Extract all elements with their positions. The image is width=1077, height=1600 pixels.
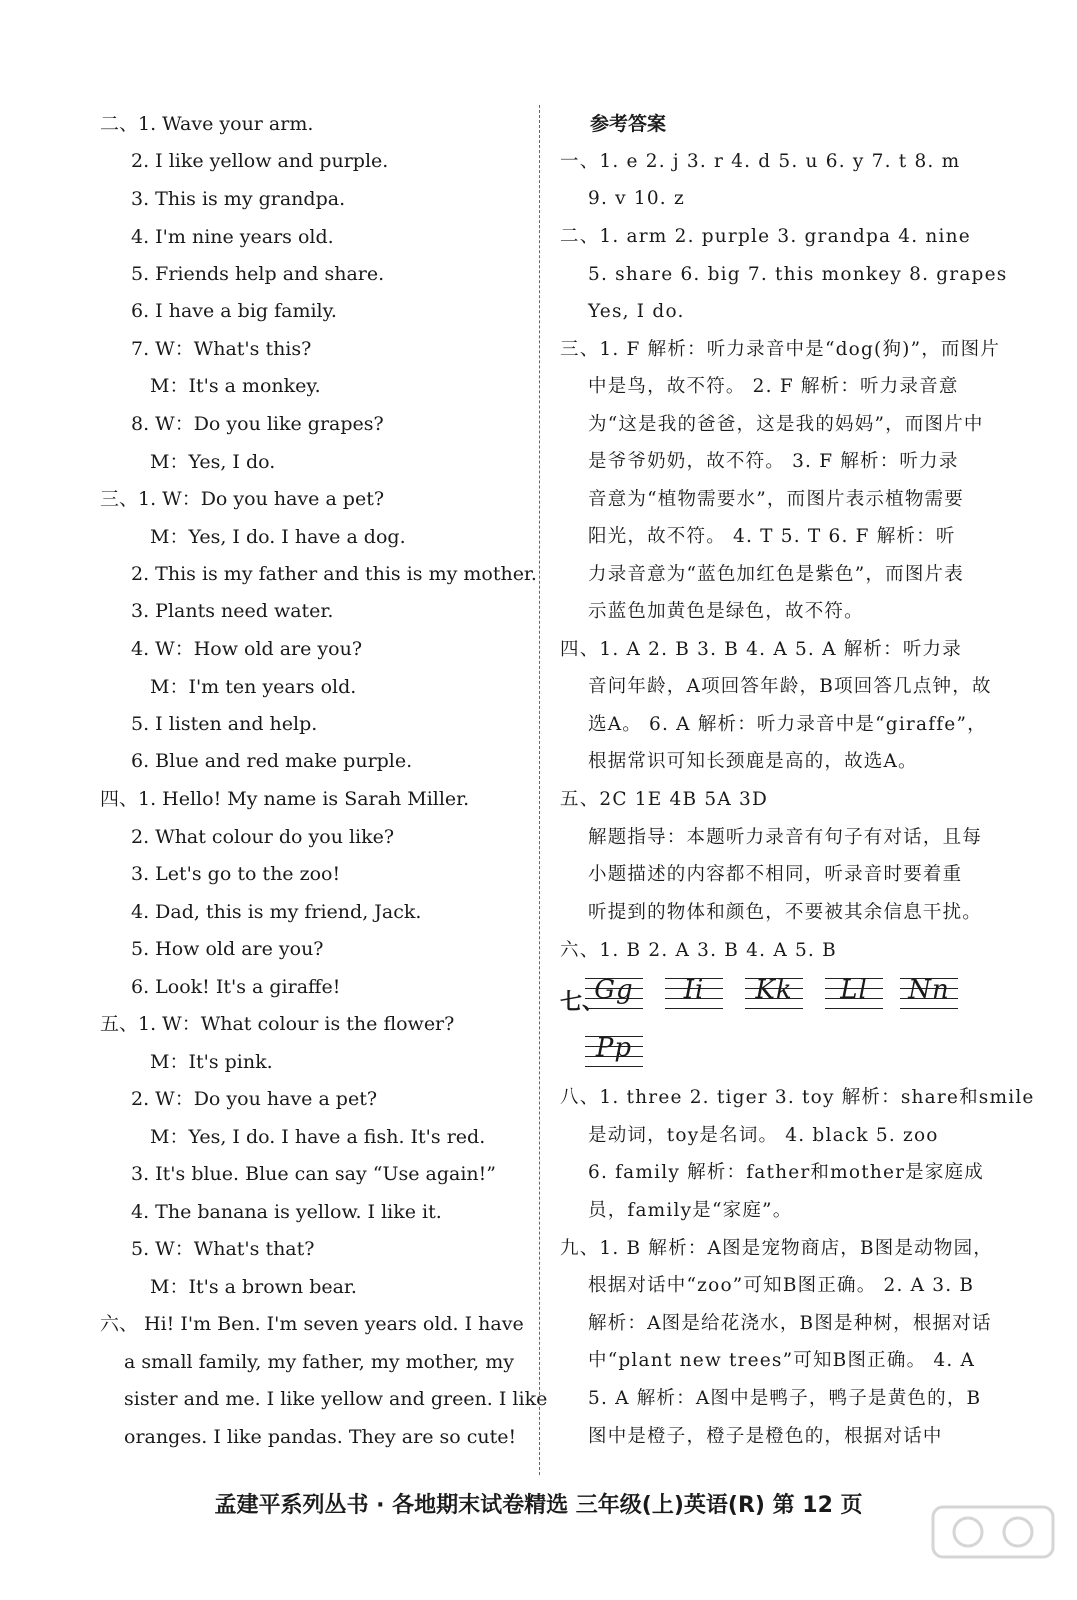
handwriting-cell (825, 972, 883, 1012)
listening-script-line: M：I'm ten years old. (150, 676, 357, 698)
answer-line: 四、1. A 2. B 3. B 4. A 5. A 解析：听力录 (560, 639, 962, 660)
listening-script-line: 6. Look! It's a giraffe! (131, 976, 341, 998)
answer-line: 力录音意为“蓝色加红色是紫色”，而图片表 (588, 564, 964, 585)
answer-line: 是动词，toy是名词。 4. black 5. zoo (588, 1125, 939, 1146)
listening-script-line: M：It's a brown bear. (150, 1276, 357, 1298)
answer-line: 小题描述的内容都不相同，听录音时要着重 (588, 864, 963, 885)
listening-script-line: M：Yes, I do. I have a dog. (150, 526, 406, 548)
listening-script-line: 六、 Hi! I'm Ben. I'm seven years old. I have (100, 1313, 524, 1335)
answer-line: 音问年龄，A项回答年龄，B项回答几点钟，故 (588, 676, 992, 697)
listening-script-line: 3. This is my grandpa. (131, 188, 346, 210)
answer-line: Yes, I do. (588, 301, 685, 322)
listening-script-line: sister and me. I like yellow and green. I like (124, 1388, 548, 1410)
listening-script-line: 二、1. Wave your arm. (100, 113, 314, 135)
listening-script-line: 3. It's blue. Blue can say “Use again!” (131, 1163, 497, 1185)
listening-script-line: 8. W：Do you like grapes? (131, 413, 384, 435)
listening-script-line: M：It's a monkey. (150, 375, 321, 397)
listening-script-line: 3. Plants need water. (131, 600, 334, 622)
answer-line: 五、2C 1E 4B 5A 3D (560, 789, 769, 810)
answer-line: 中“plant new trees”可知B图正确。 4. A (588, 1350, 976, 1371)
listening-script-line: 3. Let's go to the zoo! (131, 863, 341, 885)
listening-script-line: 5. W：What's that? (131, 1238, 315, 1260)
listening-script-line: 4. I'm nine years old. (131, 226, 334, 248)
listening-script-line: 6. I have a big family. (131, 300, 337, 322)
answer-line: 为“这是我的爸爸，这是我的妈妈”，而图片中 (588, 414, 984, 435)
answer-line: 阳光，故不符。 4. T 5. T 6. F 解析：听 (588, 526, 956, 547)
answer-line: 6. family 解析：father和mother是家庭成 (588, 1162, 984, 1183)
watermark-logo (923, 1502, 1063, 1592)
answer-line: 三、1. F 解析：听力录音中是“dog(狗)”，而图片 (560, 339, 1001, 360)
listening-script-line: 6. Blue and red make purple. (131, 750, 413, 772)
writing-rule-line (825, 1008, 883, 1009)
listening-script-line: 2. This is my father and this is my mother. (131, 563, 537, 585)
listening-script-line: M：Yes, I do. I have a fish. It's red. (150, 1126, 486, 1148)
answer-line: 5. share 6. big 7. this monkey 8. grapes (588, 264, 1008, 285)
answer-line: 根据对话中“zoo”可知B图正确。 2. A 3. B (588, 1275, 975, 1296)
section-seven-label: 七、 (560, 989, 605, 1015)
answer-line: 是爷爷奶奶，故不符。 3. F 解析：听力录 (588, 451, 959, 472)
answer-line: 9. v 10. z (588, 188, 685, 209)
listening-script-line: 4. Dad, this is my friend, Jack. (131, 901, 422, 923)
answer-line: 音意为“植物需要水”，而图片表示植物需要 (588, 489, 964, 510)
listening-script-line: a small family, my father, my mother, my (124, 1351, 515, 1373)
answer-line: 示蓝色加黄色是绿色，故不符。 (588, 601, 864, 622)
answer-line: 八、1. three 2. tiger 3. toy 解析：share和smile (560, 1087, 1035, 1108)
handwriting-cell (900, 972, 958, 1012)
listening-script-line: 2. W：Do you have a pet? (131, 1088, 378, 1110)
listening-script-line: 7. W：What's this? (131, 338, 312, 360)
listening-script-line: 2. What colour do you like? (131, 826, 395, 848)
handwritten-letter-pair: Kk (755, 975, 793, 1005)
answer-line: 5. A 解析：A图中是鸭子，鸭子是黄色的，B (588, 1388, 982, 1409)
writing-rule-line (585, 1066, 643, 1067)
handwriting-cell (585, 972, 643, 1012)
writing-rule-line (745, 1008, 803, 1009)
answer-line: 九、1. B 解析：A图是宠物商店，B图是动物园， (560, 1238, 993, 1259)
answer-line: 二、1. arm 2. purple 3. grandpa 4. nine (560, 226, 971, 247)
handwriting-cell (665, 972, 723, 1012)
answer-line: 六、1. B 2. A 3. B 4. A 5. B (560, 940, 837, 961)
answer-line: 解题指导：本题听力录音有句子有对话，且每 (588, 827, 983, 848)
listening-script-line: 4. The banana is yellow. I like it. (131, 1201, 442, 1223)
answer-line: 选A。 6. A 解析：听力录音中是“giraffe”， (588, 714, 987, 735)
writing-rule-line (900, 1008, 958, 1009)
listening-script-line: 2. I like yellow and purple. (131, 150, 389, 172)
listening-script-line: 5. Friends help and share. (131, 263, 385, 285)
handwritten-letter-pair: Ii (683, 975, 705, 1005)
handwritten-letter-pair: Gg (594, 975, 634, 1005)
handwriting-cell (745, 972, 803, 1012)
listening-script-line: oranges. I like pandas. They are so cute! (124, 1426, 517, 1448)
handwritten-letter-pair: Ll (840, 975, 868, 1005)
answer-line: 图中是橙子，橙子是橙色的，根据对话中 (588, 1426, 943, 1447)
answer-line: 听提到的物体和颜色，不要被其余信息干扰。 (588, 902, 983, 923)
listening-script-line: 五、1. W：What colour is the flower? (100, 1013, 455, 1035)
answer-line: 中是鸟，故不符。 2. F 解析：听力录音意 (588, 376, 959, 397)
answer-key-heading: 参考答案 (590, 113, 667, 135)
answer-line: 根据常识可知长颈鹿是高的，故选A。 (588, 751, 918, 772)
listening-script-line: 四、1. Hello! My name is Sarah Miller. (100, 788, 470, 810)
listening-script-line: 5. I listen and help. (131, 713, 318, 735)
column-divider (539, 105, 540, 1475)
handwriting-cell (585, 1030, 643, 1070)
listening-script-line: 三、1. W：Do you have a pet? (100, 488, 385, 510)
answer-line: 解析：A图是给花浇水，B图是种树，根据对话 (588, 1313, 992, 1334)
answer-line: 一、1. e 2. j 3. r 4. d 5. u 6. y 7. t 8. m (560, 151, 961, 172)
watermark-icon (923, 1502, 1063, 1592)
listening-script-line: 5. How old are you? (131, 938, 324, 960)
writing-rule-line (585, 1008, 643, 1009)
listening-script-line: 4. W：How old are you? (131, 638, 363, 660)
handwritten-letter-pair: Pp (595, 1033, 633, 1063)
handwritten-letter-pair: Nn (908, 975, 950, 1005)
listening-script-line: M：Yes, I do. (150, 451, 276, 473)
page-footer: 孟建平系列丛书 · 各地期末试卷精选 三年级(上)英语(R) 第 12 页 (214, 1493, 863, 1518)
answer-line: 员，family是“家庭”。 (588, 1200, 793, 1221)
listening-script-line: M：It's pink. (150, 1051, 273, 1073)
writing-rule-line (665, 1008, 723, 1009)
